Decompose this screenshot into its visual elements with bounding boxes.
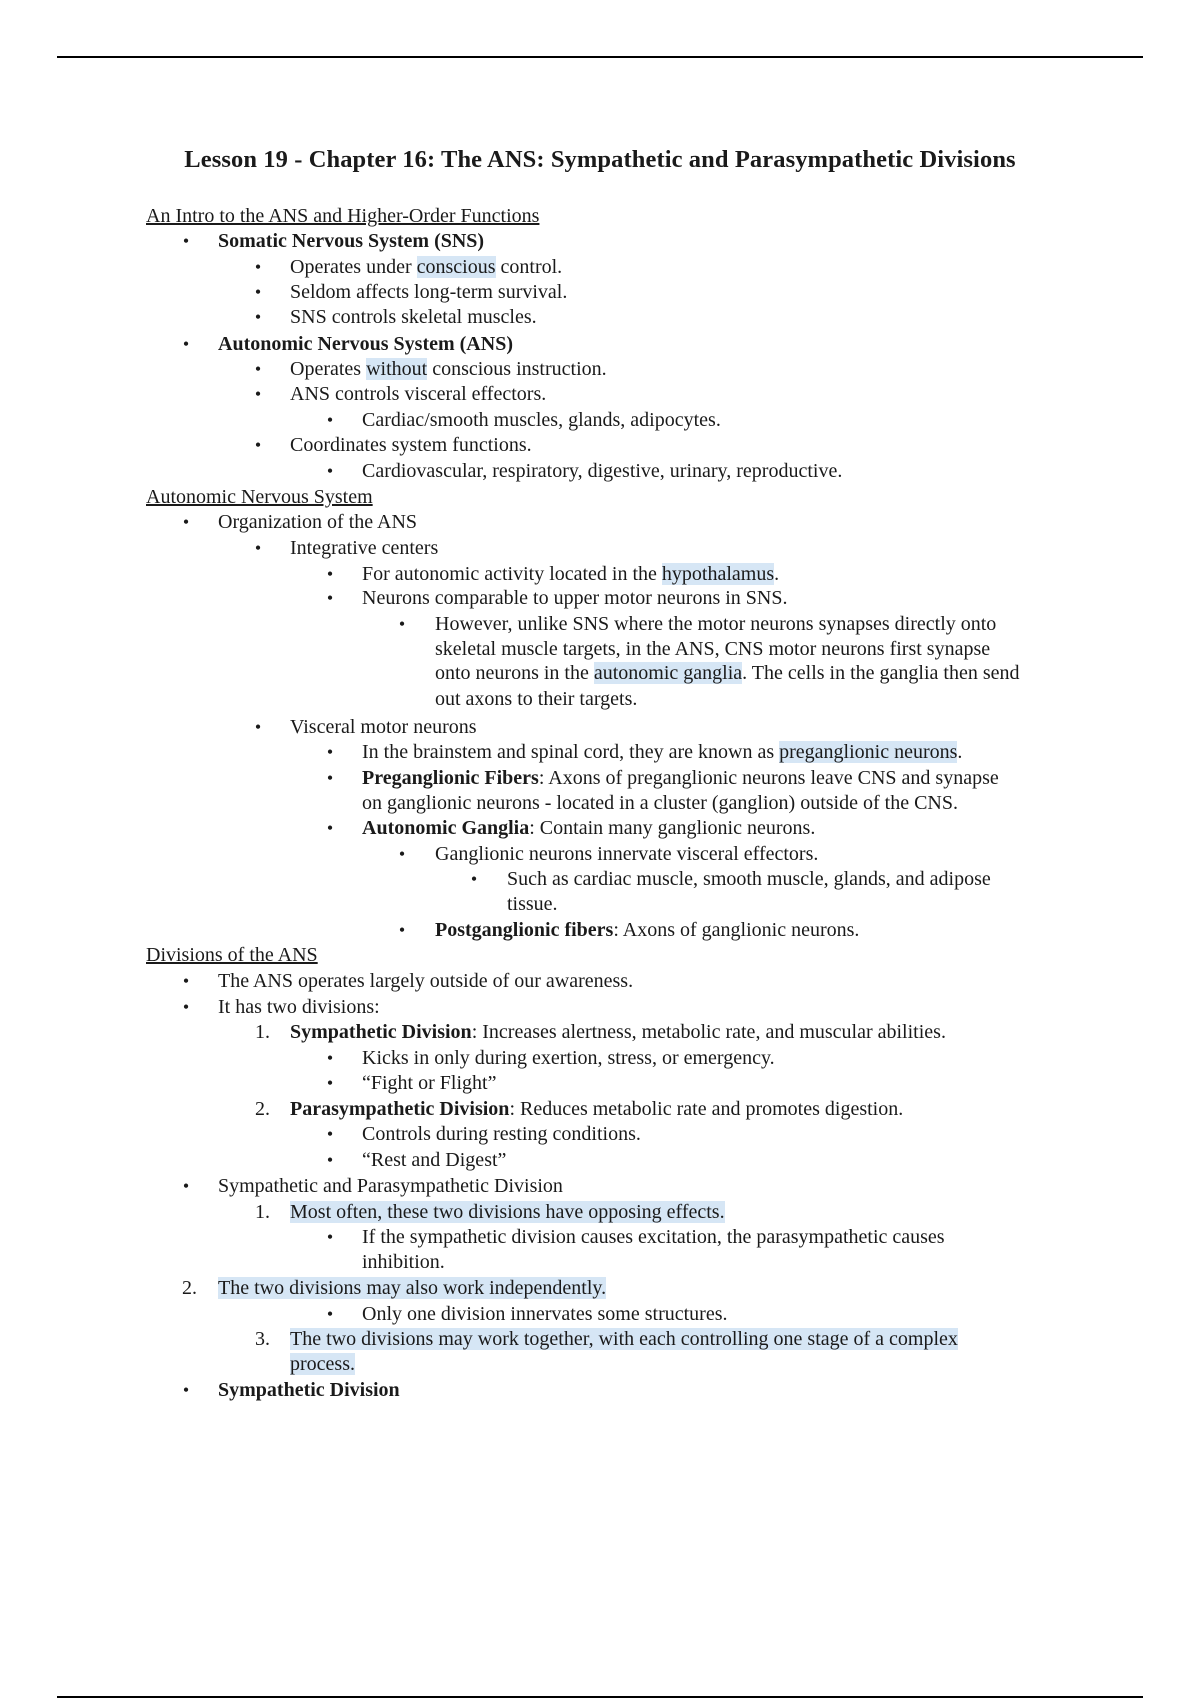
bullet: • bbox=[470, 869, 478, 889]
list-item: Organization of the ANS bbox=[218, 511, 418, 533]
bullet: • bbox=[326, 588, 334, 608]
list-item: Parasympathetic Division: Reduces metabolic rate and promotes digestion. bbox=[290, 1098, 904, 1120]
bullet: • bbox=[254, 282, 262, 302]
section-heading-autonomic: Autonomic Nervous System bbox=[146, 486, 373, 508]
list-item: Cardiac/smooth muscles, glands, adipocytes. bbox=[362, 409, 721, 431]
list-item: Autonomic Ganglia: Contain many ganglionic neurons. bbox=[362, 817, 816, 839]
bullet: • bbox=[326, 564, 334, 584]
bullet: • bbox=[398, 614, 406, 634]
bullet: • bbox=[326, 410, 334, 430]
list-item: Sympathetic and Parasympathetic Division bbox=[218, 1175, 563, 1197]
list-item: It has two divisions: bbox=[218, 996, 380, 1018]
bullet: • bbox=[398, 920, 406, 940]
bullet: • bbox=[398, 844, 406, 864]
list-item-line: The two divisions may work together, with each controlling one stage of a complex bbox=[290, 1328, 958, 1350]
bullet: • bbox=[254, 257, 262, 277]
list-item: Only one division innervates some structures. bbox=[362, 1303, 728, 1325]
list-item-ans: Autonomic Nervous System (ANS) bbox=[218, 333, 513, 355]
list-item-line: process. bbox=[290, 1353, 355, 1375]
list-item: ANS controls visceral effectors. bbox=[290, 383, 547, 405]
bullet: • bbox=[326, 1124, 334, 1144]
list-item: Most often, these two divisions have opposing effects. bbox=[290, 1201, 725, 1223]
list-item-line: Preganglionic Fibers: Axons of preganglionic neurons leave CNS and synapse bbox=[362, 767, 999, 789]
list-item: Postganglionic fibers: Axons of ganglionic neurons. bbox=[435, 919, 860, 941]
list-item: Visceral motor neurons bbox=[290, 716, 477, 738]
list-item-line: inhibition. bbox=[362, 1251, 445, 1273]
section-heading-intro: An Intro to the ANS and Higher-Order Functions bbox=[146, 205, 540, 227]
list-item: Operates under conscious control. bbox=[290, 256, 563, 278]
page-title: Lesson 19 - Chapter 16: The ANS: Sympathetic and Parasympathetic Divisions bbox=[184, 146, 1016, 173]
list-item: Controls during resting conditions. bbox=[362, 1123, 641, 1145]
bullet: • bbox=[326, 768, 334, 788]
list-item: SNS controls skeletal muscles. bbox=[290, 306, 537, 328]
list-item-line: on ganglionic neurons - located in a cluster (ganglion) outside of the CNS. bbox=[362, 792, 958, 814]
bullet: • bbox=[254, 717, 262, 737]
list-number: 2. bbox=[182, 1277, 197, 1299]
list-item: Seldom affects long-term survival. bbox=[290, 281, 568, 303]
bullet: • bbox=[182, 1380, 190, 1400]
bullet: • bbox=[182, 334, 190, 354]
list-item: In the brainstem and spinal cord, they are known as preganglionic neurons. bbox=[362, 741, 963, 763]
list-item: Coordinates system functions. bbox=[290, 434, 532, 456]
bottom-rule bbox=[57, 1696, 1143, 1698]
list-item-line: tissue. bbox=[507, 893, 558, 915]
list-item: Integrative centers bbox=[290, 537, 439, 559]
bullet: • bbox=[182, 512, 190, 532]
bullet: • bbox=[326, 461, 334, 481]
list-number: 1. bbox=[255, 1021, 270, 1043]
bullet: • bbox=[182, 997, 190, 1017]
list-item: Sympathetic Division bbox=[218, 1379, 400, 1401]
list-item: Ganglionic neurons innervate visceral effectors. bbox=[435, 843, 819, 865]
list-item: The two divisions may also work independently. bbox=[218, 1277, 607, 1299]
bullet: • bbox=[326, 1073, 334, 1093]
bullet: • bbox=[326, 1150, 334, 1170]
list-item: “Rest and Digest” bbox=[362, 1149, 507, 1171]
list-item: The ANS operates largely outside of our awareness. bbox=[218, 970, 634, 992]
list-item-sns: Somatic Nervous System (SNS) bbox=[218, 230, 485, 252]
bullet: • bbox=[254, 435, 262, 455]
bullet: • bbox=[254, 307, 262, 327]
list-item-line: skeletal muscle targets, in the ANS, CNS motor neurons first synapse bbox=[435, 638, 991, 660]
list-item: For autonomic activity located in the hypothalamus. bbox=[362, 563, 780, 585]
bullet: • bbox=[182, 231, 190, 251]
bullet: • bbox=[326, 818, 334, 838]
bullet: • bbox=[254, 384, 262, 404]
list-item-line: If the sympathetic division causes excitation, the parasympathetic causes bbox=[362, 1226, 945, 1248]
list-number: 1. bbox=[255, 1201, 270, 1223]
bullet: • bbox=[254, 359, 262, 379]
list-item: Neurons comparable to upper motor neurons in SNS. bbox=[362, 587, 788, 609]
list-item: Cardiovascular, respiratory, digestive, urinary, reproductive. bbox=[362, 460, 843, 482]
list-item-line: onto neurons in the autonomic ganglia. The cells in the ganglia then send bbox=[435, 662, 1020, 684]
bullet: • bbox=[326, 1304, 334, 1324]
top-rule bbox=[57, 56, 1143, 58]
bullet: • bbox=[182, 971, 190, 991]
list-item-line: However, unlike SNS where the motor neurons synapses directly onto bbox=[435, 613, 997, 635]
bullet: • bbox=[326, 742, 334, 762]
list-item: Sympathetic Division: Increases alertness, metabolic rate, and muscular abilities. bbox=[290, 1021, 946, 1043]
section-heading-divisions: Divisions of the ANS bbox=[146, 944, 318, 966]
bullet: • bbox=[326, 1048, 334, 1068]
list-number: 2. bbox=[255, 1098, 270, 1120]
list-item: “Fight or Flight” bbox=[362, 1072, 497, 1094]
list-number: 3. bbox=[255, 1328, 270, 1350]
list-item-line: out axons to their targets. bbox=[435, 688, 638, 710]
list-item-line: Such as cardiac muscle, smooth muscle, glands, and adipose bbox=[507, 868, 991, 890]
bullet: • bbox=[254, 538, 262, 558]
list-item: Kicks in only during exertion, stress, or emergency. bbox=[362, 1047, 775, 1069]
bullet: • bbox=[326, 1227, 334, 1247]
list-item: Operates without conscious instruction. bbox=[290, 358, 607, 380]
bullet: • bbox=[182, 1176, 190, 1196]
